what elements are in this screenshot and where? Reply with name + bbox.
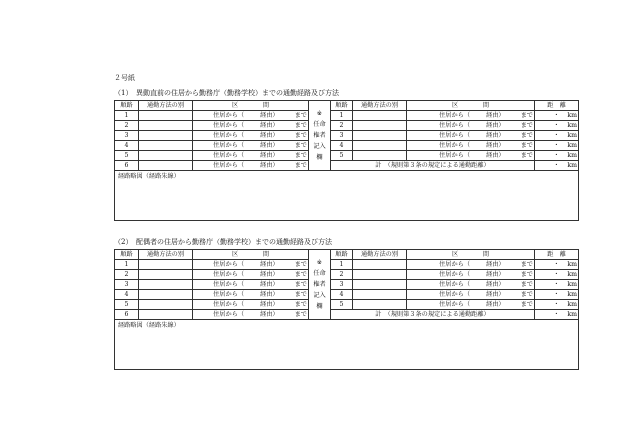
method-cell[interactable] xyxy=(139,141,193,151)
route-via: 経由） xyxy=(486,261,505,268)
distance-cell[interactable] xyxy=(535,300,579,310)
method-cell[interactable] xyxy=(139,111,193,121)
route-via: 経由） xyxy=(260,281,279,288)
map-row xyxy=(115,171,579,221)
route-from: 住居から（ xyxy=(439,132,471,139)
route-via: 経由） xyxy=(260,291,279,298)
route-num: 2 xyxy=(115,270,139,280)
route-via: 経由） xyxy=(486,122,505,129)
method-cell[interactable] xyxy=(139,270,193,280)
route-num: 3 xyxy=(331,131,353,141)
route-to: まで xyxy=(294,291,307,298)
distance-unit: km xyxy=(567,271,577,278)
route-via: 経由） xyxy=(260,122,279,129)
route-cell[interactable] xyxy=(407,111,535,121)
note-char: 任命 xyxy=(313,121,326,128)
route-via: 経由） xyxy=(486,301,505,308)
route-from: 住居から（ xyxy=(439,261,471,268)
route-cell[interactable] xyxy=(193,161,309,171)
section-2-title: （2） 配偶者の住居から勤務庁（勤務学校）までの通勤経路及び方法 xyxy=(114,238,332,246)
route-cell[interactable] xyxy=(407,121,535,131)
header-method-left: 通勤方法の別 xyxy=(139,101,193,111)
distance-cell[interactable] xyxy=(535,121,579,131)
distance-dot: ・ xyxy=(553,112,560,119)
distance-dot: ・ xyxy=(553,152,560,159)
distance-cell[interactable] xyxy=(535,151,579,161)
route-via: 経由） xyxy=(260,261,279,268)
route-via: 経由） xyxy=(486,271,505,278)
header-section-left: 区 間 xyxy=(193,101,309,111)
header-num-left: 順路 xyxy=(115,101,139,111)
route-cell[interactable] xyxy=(193,290,309,300)
header-section-right: 区 間 xyxy=(407,101,535,111)
route-to: まで xyxy=(520,122,533,129)
table-row xyxy=(115,141,579,151)
method-cell[interactable] xyxy=(353,290,407,300)
route-num: 3 xyxy=(115,131,139,141)
route-num: 4 xyxy=(115,141,139,151)
route-via: 経由） xyxy=(260,112,279,119)
route-num: 4 xyxy=(331,290,353,300)
route-cell[interactable] xyxy=(407,131,535,141)
distance-unit: km xyxy=(567,132,577,139)
route-cell[interactable] xyxy=(193,280,309,290)
method-cell[interactable] xyxy=(353,111,407,121)
method-cell[interactable] xyxy=(353,141,407,151)
route-cell[interactable] xyxy=(407,270,535,280)
table-row xyxy=(115,161,579,171)
route-num: 1 xyxy=(331,111,353,121)
section-1-title: （1） 異動直前の住居から勤務庁（勤務学校）までの通勤経路及び方法 xyxy=(114,89,339,97)
route-from: 住居から（ xyxy=(213,152,245,159)
note-char: ※ xyxy=(316,110,323,117)
route-num: 2 xyxy=(331,270,353,280)
map-row xyxy=(115,320,579,370)
route-num: 1 xyxy=(331,260,353,270)
route-cell[interactable] xyxy=(193,270,309,280)
route-to: まで xyxy=(294,132,307,139)
distance-cell[interactable] xyxy=(535,280,579,290)
route-num: 6 xyxy=(115,161,139,171)
route-num: 2 xyxy=(331,121,353,131)
note-char: 記入 xyxy=(313,143,326,150)
table-row xyxy=(115,270,579,280)
distance-unit: km xyxy=(567,311,577,318)
distance-dot: ・ xyxy=(553,311,560,318)
route-from: 住居から（ xyxy=(213,281,245,288)
route-to: まで xyxy=(294,112,307,119)
route-from: 住居から（ xyxy=(213,271,245,278)
distance-cell[interactable] xyxy=(535,131,579,141)
route-via: 経由） xyxy=(260,311,279,318)
method-cell[interactable] xyxy=(139,260,193,270)
method-cell[interactable] xyxy=(353,300,407,310)
route-cell[interactable] xyxy=(193,310,309,320)
method-cell[interactable] xyxy=(353,270,407,280)
route-cell[interactable] xyxy=(193,151,309,161)
route-via: 経由） xyxy=(260,142,279,149)
table-row xyxy=(115,121,579,131)
table-row xyxy=(115,260,579,270)
route-to: まで xyxy=(294,122,307,129)
route-num: 1 xyxy=(115,111,139,121)
route-via: 経由） xyxy=(260,162,279,169)
table-row xyxy=(115,151,579,161)
route-via: 経由） xyxy=(486,142,505,149)
route-to: まで xyxy=(520,281,533,288)
section-2-table xyxy=(114,249,579,370)
distance-dot: ・ xyxy=(553,271,560,278)
route-from: 住居から（ xyxy=(439,112,471,119)
route-via: 経由） xyxy=(260,271,279,278)
table-row xyxy=(115,310,579,320)
distance-unit: km xyxy=(567,301,577,308)
route-to: まで xyxy=(294,142,307,149)
route-cell[interactable] xyxy=(407,151,535,161)
route-map-area[interactable] xyxy=(115,171,579,221)
method-cell[interactable] xyxy=(353,131,407,141)
route-num: 2 xyxy=(115,121,139,131)
route-num: 5 xyxy=(115,151,139,161)
distance-cell[interactable] xyxy=(535,111,579,121)
method-cell[interactable] xyxy=(353,260,407,270)
route-cell[interactable] xyxy=(407,290,535,300)
method-cell[interactable] xyxy=(139,161,193,171)
route-from: 住居から（ xyxy=(213,291,245,298)
table-row xyxy=(115,290,579,300)
route-num: 3 xyxy=(115,280,139,290)
route-via: 経由） xyxy=(486,291,505,298)
route-cell[interactable] xyxy=(193,300,309,310)
route-from: 住居から（ xyxy=(439,142,471,149)
table-row xyxy=(115,280,579,290)
route-from: 住居から（ xyxy=(213,311,245,318)
route-from: 住居から（ xyxy=(439,281,471,288)
header-distance: 距 離 xyxy=(535,250,579,260)
route-num: 1 xyxy=(115,260,139,270)
route-from: 住居から（ xyxy=(439,301,471,308)
note-char: ※ xyxy=(316,259,323,266)
method-cell[interactable] xyxy=(139,310,193,320)
route-cell[interactable] xyxy=(193,141,309,151)
route-num: 3 xyxy=(331,280,353,290)
method-cell[interactable] xyxy=(139,131,193,141)
distance-dot: ・ xyxy=(553,301,560,308)
route-from: 住居から（ xyxy=(213,112,245,119)
method-cell[interactable] xyxy=(139,300,193,310)
route-cell[interactable] xyxy=(193,121,309,131)
route-num: 5 xyxy=(331,151,353,161)
route-to: まで xyxy=(520,132,533,139)
distance-dot: ・ xyxy=(553,162,560,169)
total-label: 計 （規則第３条の規定による通勤距離） xyxy=(331,161,535,171)
route-num: 5 xyxy=(331,300,353,310)
method-cell[interactable] xyxy=(139,121,193,131)
header-num-left: 順路 xyxy=(115,250,139,260)
method-cell[interactable] xyxy=(139,290,193,300)
table-row xyxy=(115,300,579,310)
route-via: 経由） xyxy=(486,112,505,119)
route-num: 5 xyxy=(115,300,139,310)
appointer-note xyxy=(309,250,331,320)
route-from: 住居から（ xyxy=(213,142,245,149)
header-method-right: 通勤方法の別 xyxy=(353,250,407,260)
route-from: 住居から（ xyxy=(213,261,245,268)
route-from: 住居から（ xyxy=(439,152,471,159)
distance-unit: km xyxy=(567,142,577,149)
route-to: まで xyxy=(294,301,307,308)
route-cell[interactable] xyxy=(193,131,309,141)
distance-dot: ・ xyxy=(553,261,560,268)
route-to: まで xyxy=(520,142,533,149)
header-row xyxy=(115,250,579,260)
route-cell[interactable] xyxy=(407,260,535,270)
header-method-right: 通勤方法の別 xyxy=(353,101,407,111)
route-via: 経由） xyxy=(486,281,505,288)
route-to: まで xyxy=(294,152,307,159)
note-char: 任命 xyxy=(313,270,326,277)
table-row xyxy=(115,111,579,121)
route-num: 6 xyxy=(115,310,139,320)
route-to: まで xyxy=(294,271,307,278)
route-from: 住居から（ xyxy=(213,162,245,169)
route-num: 4 xyxy=(115,290,139,300)
table-row xyxy=(115,131,579,141)
route-from: 住居から（ xyxy=(439,291,471,298)
note-char: 権者 xyxy=(313,281,326,288)
route-to: まで xyxy=(294,261,307,268)
route-from: 住居から（ xyxy=(439,122,471,129)
method-cell[interactable] xyxy=(139,280,193,290)
route-to: まで xyxy=(520,112,533,119)
header-section-right: 区 間 xyxy=(407,250,535,260)
method-cell[interactable] xyxy=(353,280,407,290)
distance-cell[interactable] xyxy=(535,270,579,280)
route-via: 経由） xyxy=(260,152,279,159)
route-map-area[interactable] xyxy=(115,320,579,370)
method-cell[interactable] xyxy=(353,151,407,161)
distance-unit: km xyxy=(567,162,577,169)
route-to: まで xyxy=(520,261,533,268)
header-distance: 距 離 xyxy=(535,101,579,111)
route-to: まで xyxy=(520,271,533,278)
route-cell[interactable] xyxy=(407,300,535,310)
distance-cell[interactable] xyxy=(535,141,579,151)
distance-unit: km xyxy=(567,122,577,129)
distance-unit: km xyxy=(567,281,577,288)
route-from: 住居から（ xyxy=(213,122,245,129)
distance-cell[interactable] xyxy=(535,260,579,270)
total-distance-cell[interactable] xyxy=(535,161,579,171)
method-cell[interactable] xyxy=(353,121,407,131)
header-method-left: 通勤方法の別 xyxy=(139,250,193,260)
route-from: 住居から（ xyxy=(213,132,245,139)
section-1-table xyxy=(114,100,579,221)
route-to: まで xyxy=(520,152,533,159)
route-via: 経由） xyxy=(486,132,505,139)
header-section-left: 区 間 xyxy=(193,250,309,260)
distance-dot: ・ xyxy=(553,291,560,298)
distance-dot: ・ xyxy=(553,142,560,149)
route-from: 住居から（ xyxy=(439,271,471,278)
note-char: 欄 xyxy=(316,303,323,310)
route-to: まで xyxy=(294,162,307,169)
distance-unit: km xyxy=(567,291,577,298)
distance-dot: ・ xyxy=(553,122,560,129)
note-char: 欄 xyxy=(316,154,323,161)
route-map-label: 経路略図（経路朱線） xyxy=(118,173,180,180)
route-to: まで xyxy=(520,301,533,308)
distance-dot: ・ xyxy=(553,132,560,139)
route-to: まで xyxy=(294,311,307,318)
route-cell[interactable] xyxy=(407,141,535,151)
distance-unit: km xyxy=(567,261,577,268)
route-cell[interactable] xyxy=(193,260,309,270)
total-label: 計 （規則第３条の規定による通勤距離） xyxy=(331,310,535,320)
route-to: まで xyxy=(520,291,533,298)
distance-unit: km xyxy=(567,152,577,159)
distance-unit: km xyxy=(567,112,577,119)
distance-cell[interactable] xyxy=(535,290,579,300)
route-via: 経由） xyxy=(260,301,279,308)
total-distance-cell[interactable] xyxy=(535,310,579,320)
route-from: 住居から（ xyxy=(213,301,245,308)
method-cell[interactable] xyxy=(139,151,193,161)
route-to: まで xyxy=(294,281,307,288)
route-cell[interactable] xyxy=(193,111,309,121)
route-num: 4 xyxy=(331,141,353,151)
appointer-note xyxy=(309,101,331,171)
distance-dot: ・ xyxy=(553,281,560,288)
note-char: 記入 xyxy=(313,292,326,299)
route-via: 経由） xyxy=(486,152,505,159)
note-char: 権者 xyxy=(313,132,326,139)
route-map-label: 経路略図（経路朱線） xyxy=(118,322,180,329)
header-num-right: 順路 xyxy=(331,250,353,260)
route-cell[interactable] xyxy=(407,280,535,290)
header-row xyxy=(115,101,579,111)
route-via: 経由） xyxy=(260,132,279,139)
header-num-right: 順路 xyxy=(331,101,353,111)
form-number: ２号紙 xyxy=(114,74,135,82)
